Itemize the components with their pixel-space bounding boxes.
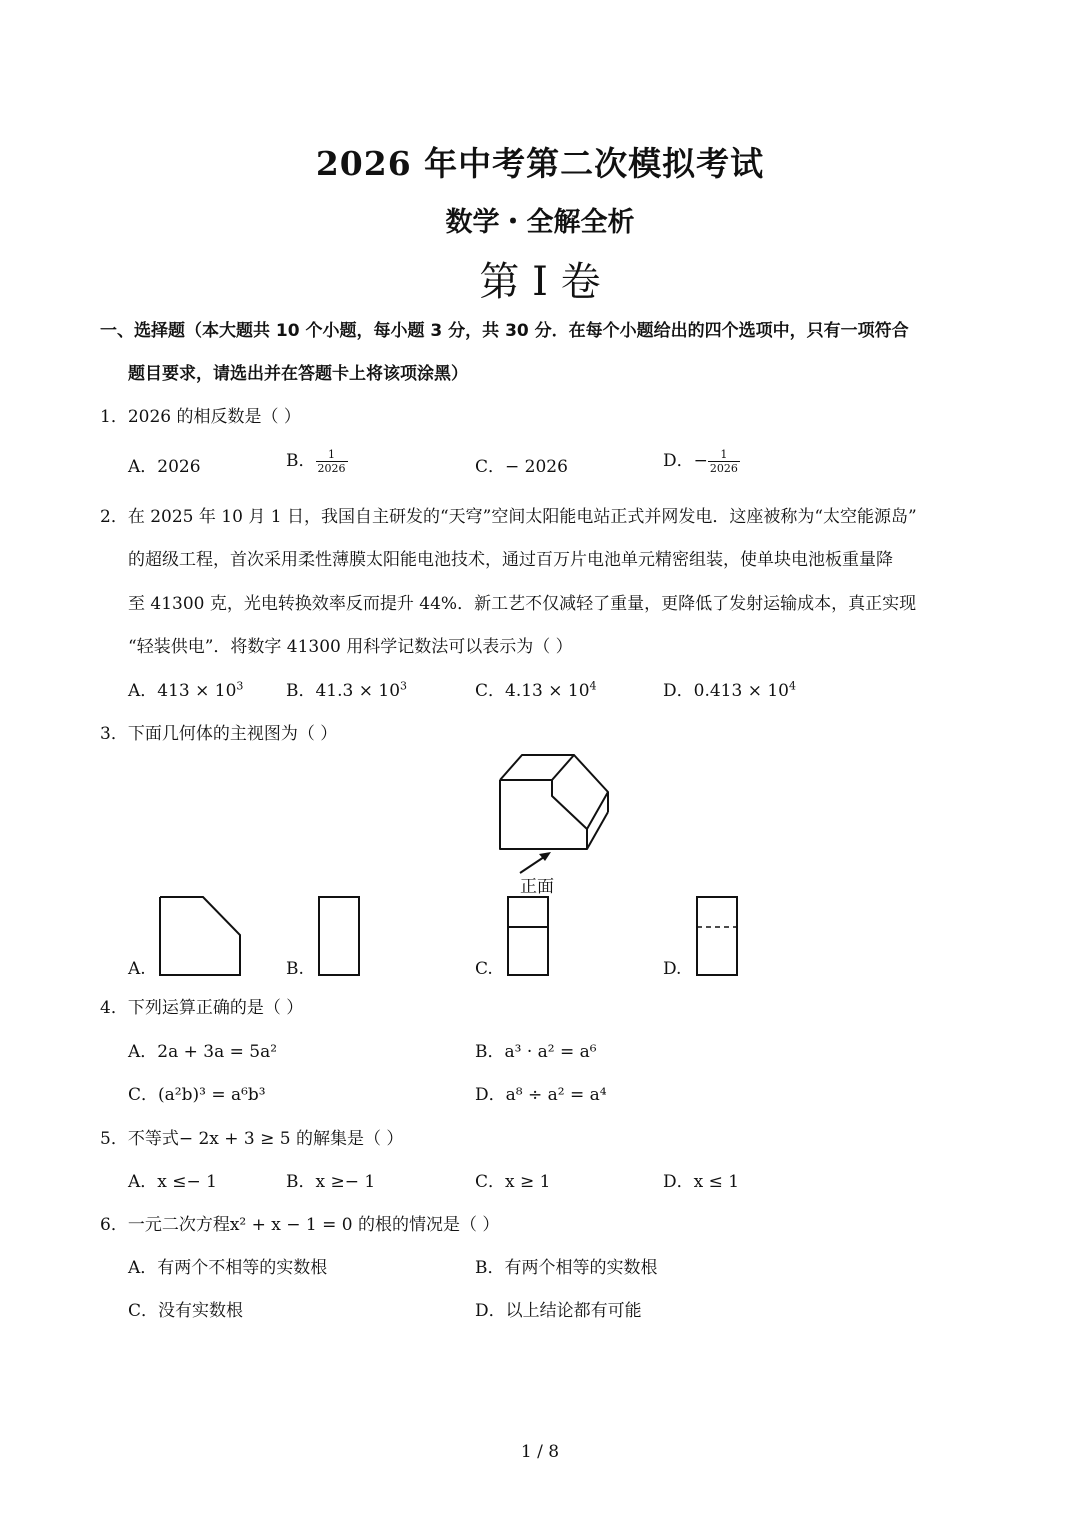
question-2-stem-line4: “轻装供电”．将数字 41300 用科学记数法可以表示为（ ） xyxy=(128,637,573,657)
option-a-view xyxy=(158,895,242,977)
solid-slope-face xyxy=(574,755,608,829)
question-4-stem: 4．下列运算正确的是（ ） xyxy=(100,998,304,1018)
question-1-option-d: D．− $\frac{1}{2026}$ xyxy=(663,448,738,475)
solid-front-face xyxy=(500,780,587,849)
question-3-option-d: D. xyxy=(663,959,682,979)
option-b-view xyxy=(317,895,361,977)
question-5-option-c: C．x ≥ 1 xyxy=(475,1172,551,1192)
question-6-option-a: A．有两个不相等的实数根 xyxy=(128,1258,328,1278)
question-4-option-d: D．a⁸ ÷ a² = a⁴ xyxy=(475,1085,607,1105)
question-5-stem: 5．不等式− 2x + 3 ≥ 5 的解集是（ ） xyxy=(100,1129,404,1149)
question-1-option-c: C．− 2026 xyxy=(475,457,568,477)
question-1-option-b: B． $\frac{1}{2026}$ xyxy=(286,448,346,475)
question-3-stem: 3．下面几何体的主视图为（ ） xyxy=(100,724,338,744)
exam-subtitle: 数学・全解全析 xyxy=(445,207,635,238)
question-5-option-d: D．x ≤ 1 xyxy=(663,1172,740,1192)
question-2-stem-line1: 2．在 2025 年 10 月 1 日，我国自主研发的“天穹”空间太阳能电站正式并网发电．这座被称为“太空能源岛” xyxy=(100,507,917,527)
question-2-option-c: C．$4.13 \times 10^4$ xyxy=(475,679,597,701)
section-heading-line1: 一、选择题（本大题共 10 个小题，每小题 3 分，共 30 分．在每个小题给出的四个选项中，只有一项符合 xyxy=(100,321,909,341)
question-1-stem: 1．2026 的相反数是（ ） xyxy=(100,407,301,427)
question-4-option-b: B．a³ · a² = a⁶ xyxy=(475,1042,597,1062)
question-1-option-a: A．2026 xyxy=(128,457,201,477)
question-6-option-d: D．以上结论都有可能 xyxy=(475,1301,642,1321)
question-3-option-b: B. xyxy=(286,959,304,979)
question-5-option-a: A．x ≤− 1 xyxy=(128,1172,217,1192)
question-6-option-c: C．没有实数根 xyxy=(128,1301,244,1321)
question-2-option-d: D．$0.413 \times 10^4$ xyxy=(663,679,796,701)
question-2-stem-line2: 的超级工程，首次采用柔性薄膜太阳能电池技术，通过百万片电池单元精密组装，使单块电池板重量降 xyxy=(128,550,893,570)
page-number: 1 / 8 xyxy=(520,1442,560,1462)
volume-title: 第 I 卷 xyxy=(479,259,601,305)
solid-figure xyxy=(495,752,615,852)
question-3-option-a: A. xyxy=(128,959,146,979)
question-6-option-b: B．有两个相等的实数根 xyxy=(475,1258,658,1278)
option-c-view xyxy=(506,895,550,977)
question-2-option-b: B．$41.3 \times 10^3$ xyxy=(286,679,408,701)
option-d-view xyxy=(695,895,739,977)
question-4-option-a: A．2a + 3a = 5a² xyxy=(128,1042,278,1062)
question-3-option-c: C. xyxy=(475,959,493,979)
solid-top-face xyxy=(500,755,574,780)
question-2-option-a: A．$413 \times 10^3$ xyxy=(128,679,244,701)
section-heading-line2: 题目要求，请选出并在答题卡上将该项涂黑） xyxy=(128,364,468,384)
question-6-stem: 6．一元二次方程x² + x − 1 = 0 的根的情况是（ ） xyxy=(100,1215,500,1235)
question-5-option-b: B．x ≥− 1 xyxy=(286,1172,376,1192)
exam-title: 2026 年中考第二次模拟考试 xyxy=(315,144,765,183)
question-2-stem-line3: 至 41300 克，光电转换效率反而提升 44%．新工艺不仅减轻了重量，更降低了发射运输成本，真正实现 xyxy=(128,594,917,614)
front-label: 正面 xyxy=(520,877,554,897)
question-4-option-c: C．(a²b)³ = a⁶b³ xyxy=(128,1085,266,1105)
